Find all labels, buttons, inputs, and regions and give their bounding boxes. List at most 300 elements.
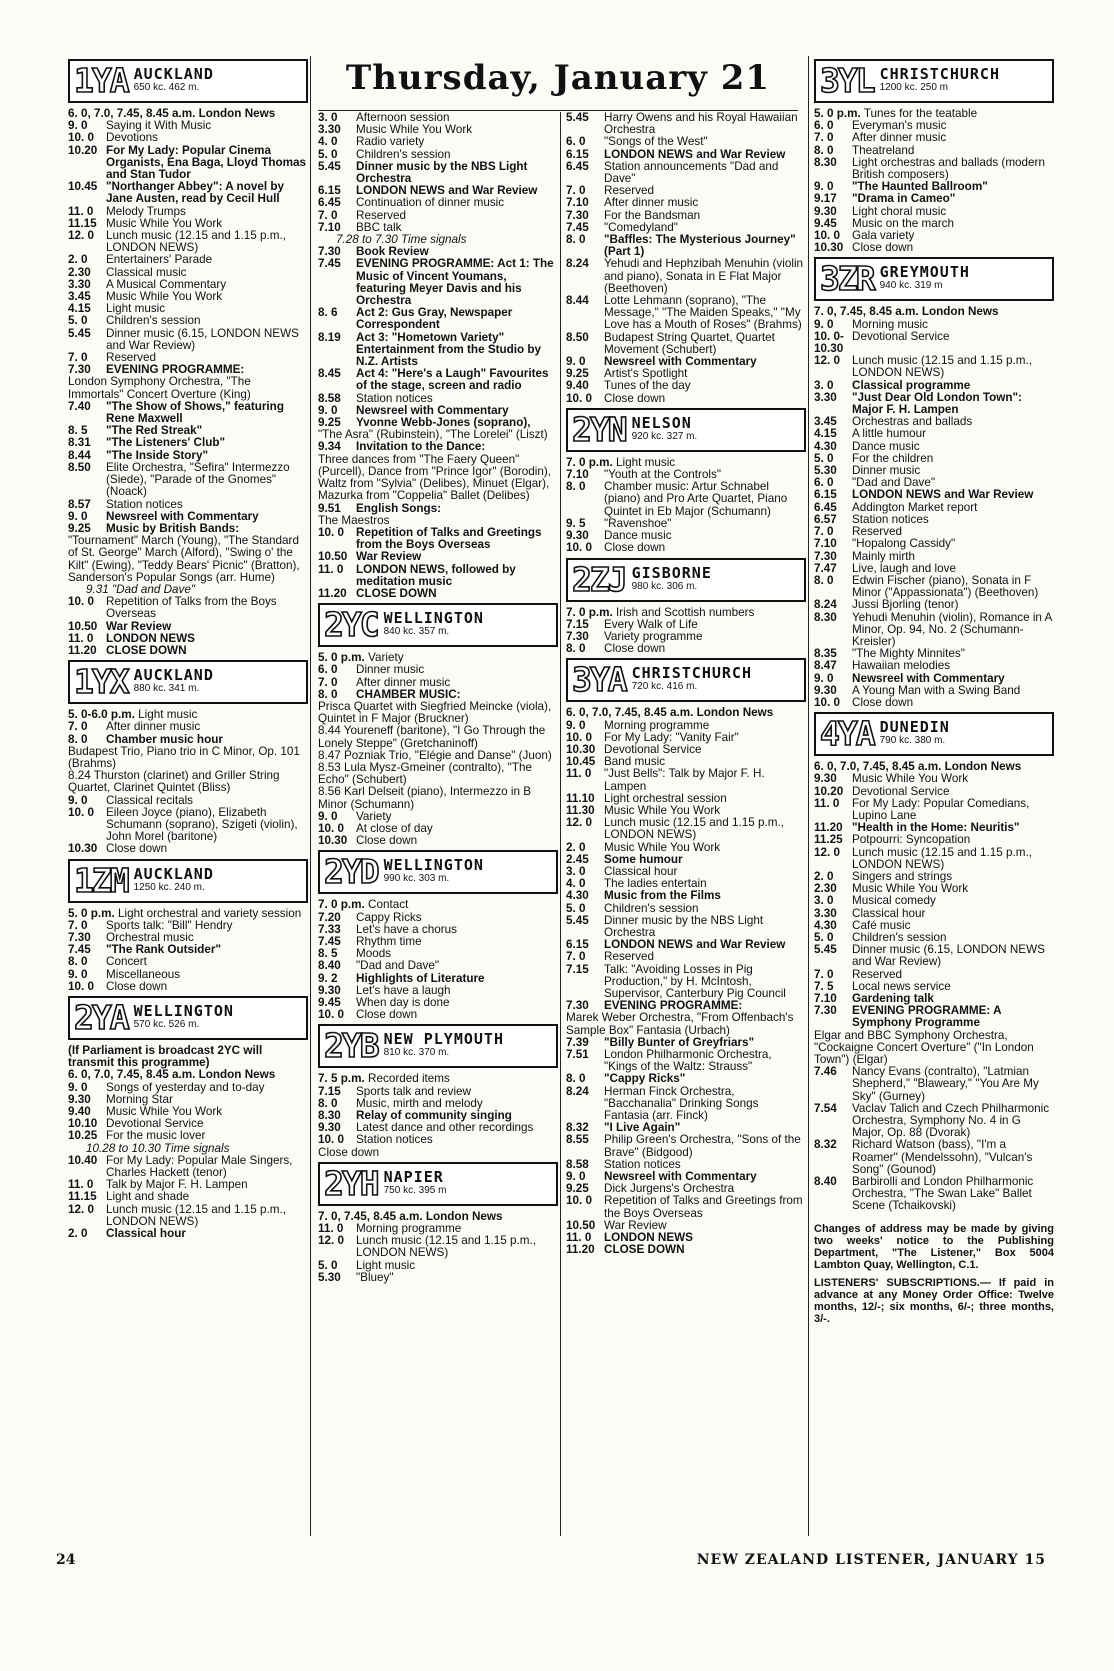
station-frequency: 920 kc. 327 m. — [631, 430, 698, 442]
programme-title: "Bluey" — [356, 1270, 394, 1284]
programme-item — [814, 206, 1054, 218]
station-header — [814, 257, 1054, 301]
programme-title: Light choral music — [852, 204, 947, 218]
programme-title: Variety — [368, 651, 404, 665]
programme-time: 4.15 — [68, 302, 91, 316]
programme-title: Reserved — [852, 967, 903, 981]
programme-time: 8.40 — [814, 1175, 837, 1189]
programme-time: 9. 0 — [318, 403, 338, 417]
programme-title: Station notices — [852, 512, 929, 526]
programme-time: 6.45 — [814, 500, 837, 514]
station-info — [134, 668, 214, 696]
programme-detail: "Tournament" March (Young), "The Standard of St. George" March (Alford), "Swing o' the Kilt" (Ewing), "Teddy Bears' Picnic" (Bratton), Sanderson's Popular Songs (arr. Hume) — [68, 534, 300, 584]
station-name: WELLINGTON — [133, 1002, 234, 1020]
programme-title: Herman Finck Orchestra, "Bacchanalia" Drinking Songs Fantasia (arr. Finck) — [604, 1084, 759, 1123]
programme-time: 8.30 — [814, 610, 837, 624]
programme-time: 10. 0 — [68, 979, 94, 993]
programme-time: 9.30 — [814, 204, 837, 218]
programme-time: 7. 0 — [814, 525, 834, 539]
programme-detail: London Symphony Orchestra, "The Immortals" Concert Overture (King) — [68, 375, 251, 401]
programme-title: Music While You Work — [106, 290, 223, 304]
programme-title: "Baffles: The Mysterious Journey" (Part 1) — [604, 233, 796, 259]
programme-title: "Drama in Cameo" — [852, 192, 956, 206]
programme-item — [318, 936, 558, 948]
programme-time: 5. 0-6.0 p.m. — [68, 708, 135, 722]
programme-item — [68, 721, 308, 733]
station-header — [566, 558, 806, 602]
station-header — [68, 660, 308, 704]
programme-title: Talk: "Avoiding Losses in Pig Production," by H. McIntosh, Supervisor, Canterbury Pig Council — [604, 962, 786, 1000]
programme-title: Book Review — [356, 245, 429, 259]
programme-time: 7. 0 — [68, 351, 88, 365]
programme-title: Richard Watson (bass), "I'm a Roamer" (Mendelssohn), "Vulcan's Song" (Gounod) — [852, 1138, 1033, 1176]
programme-title: Classical music — [106, 265, 187, 279]
programme-time: 2.30 — [68, 265, 91, 279]
programme-time: 4. 0 — [566, 877, 586, 891]
programme-item — [566, 112, 806, 136]
programme-item — [318, 1009, 558, 1021]
programme-time: 8.19 — [318, 330, 341, 344]
programme-item — [566, 607, 806, 619]
programme-item — [566, 951, 806, 963]
programme-title: Repetition of Talks from the Boys Overseas — [106, 595, 277, 621]
station-info — [134, 67, 214, 95]
programme-time: 6.15 — [566, 147, 589, 161]
programme-item — [566, 1049, 806, 1073]
programme-time: 7.30 — [318, 245, 341, 259]
station-info — [133, 864, 214, 895]
programme-title: Saying it With Music — [106, 119, 212, 133]
programme-time: 11.30 — [566, 803, 595, 817]
programme-title: Close down — [356, 834, 418, 848]
programme-item — [566, 890, 806, 902]
programme-title: Light orchestral and variety session — [118, 906, 302, 920]
programme-time: 11.20 — [318, 586, 347, 600]
programme-title: "Hopalong Cassidy" — [852, 537, 956, 551]
programme-item — [68, 267, 308, 279]
programme-detail: "The Asra" (Rubinstein), "The Lorelei" (Liszt) — [318, 428, 548, 442]
programme-time: 9. 5 — [566, 516, 586, 530]
programme-title: EVENING PROGRAMME: — [604, 999, 743, 1013]
programme-time: 7. 0 — [318, 208, 338, 222]
programme-item — [814, 319, 1054, 331]
programme-detail: Budapest Trio, Piano trio in C Minor, Op. 101 (Brahms) — [68, 744, 300, 770]
station-block-2yn — [566, 408, 806, 555]
programme-time: 7.15 — [566, 962, 589, 976]
programme-item — [566, 258, 806, 295]
station-header — [68, 59, 308, 103]
programme-time: 8. 0 — [68, 732, 88, 746]
programme-title: Harry Owens and his Royal Hawaiian Orchestra — [604, 112, 798, 137]
programme-time: 11. 0 — [566, 1231, 592, 1245]
programme-title: Variety programme — [604, 629, 703, 643]
programme-time: 7.10 — [318, 220, 341, 234]
station-frequency: 1250 kc. 240 m. — [133, 881, 205, 893]
programme-item — [68, 328, 308, 352]
programme-time: 8.40 — [318, 959, 341, 973]
programme-title: For the Bandsman — [604, 208, 701, 222]
programme-item — [566, 744, 806, 756]
programme-time: 6. 0 — [566, 135, 586, 149]
station-call-sign: 1YX — [74, 662, 128, 702]
programme-title: Act 4: "Here's a Laugh" Favourites of the stage, screen and radio — [356, 367, 549, 393]
programme-item — [68, 291, 308, 303]
programme-title: Live, laugh and love — [852, 561, 956, 575]
programme-item — [566, 707, 806, 719]
programme-item — [814, 551, 1054, 563]
programme-detail: Three dances from "The Faery Queen" (Purcell), Dance from "Prince Igor" (Borodin), Waltz from "Sylvia" (Delibes), Minuet (Elgar), Mazurka from "Coppelia" Ballet (Delibes) — [318, 452, 552, 503]
programme-item — [318, 997, 558, 1009]
programme-item — [318, 258, 558, 307]
programme-item — [318, 1086, 558, 1098]
programme-time: 4.30 — [814, 439, 837, 453]
programme-item — [814, 157, 1054, 181]
programme-time: 10.20 — [68, 143, 98, 157]
programme-title: Dinner music by the NBS Light Orchestra — [604, 913, 764, 939]
programme-time: 9. 0 — [814, 671, 834, 685]
programme-item — [566, 518, 806, 530]
programme-item — [566, 136, 806, 148]
programme-item — [68, 633, 308, 645]
station-block-3yl — [814, 59, 1054, 254]
programme-item — [814, 944, 1054, 968]
programme-title: Morning programme — [356, 1222, 462, 1236]
programme-item — [814, 660, 1054, 672]
station-header — [318, 1162, 558, 1206]
programme-title: Devotional Service — [106, 1117, 204, 1131]
programme-time: 8.32 — [566, 1121, 589, 1135]
programme-time: 8. 5 — [318, 947, 338, 961]
programme-title: BBC talk — [356, 220, 402, 234]
programme-item — [318, 527, 558, 551]
programme-title: Music While You Work — [604, 840, 721, 854]
programme-time: 7.39 — [566, 1035, 589, 1049]
programme-time: 10.45 — [566, 755, 596, 769]
programme-item — [318, 551, 558, 563]
programme-title: After dinner music — [604, 196, 699, 210]
programme-title: Budapest String Quartet, Quartet Movement (Schubert) — [604, 330, 775, 356]
programme-title: Devotional Service — [604, 742, 702, 756]
programme-title: Barbirolli and London Philharmonic Orchestra, "The Swan Lake" Ballet Scene (Tchaikovski) — [852, 1175, 1034, 1213]
station-block-2zj — [566, 558, 806, 656]
programme-item — [566, 393, 806, 405]
programme-title: LONDON NEWS and War Review — [852, 488, 1034, 502]
programme-item — [68, 596, 308, 620]
programme-title: Recorded items — [368, 1072, 450, 1086]
programme-title: "Youth at the Controls" — [604, 468, 722, 482]
programme-title: English Songs: — [356, 501, 442, 515]
programme-item — [68, 1130, 308, 1142]
programme-detail: 8.53 Lula Mysz-Gmeiner (contralto), "The Echo" (Schubert) — [318, 760, 532, 787]
programme-time: 10. 0 — [814, 695, 840, 709]
programme-title: Irish and Scottish numbers — [616, 605, 755, 619]
programme-item — [566, 964, 806, 1001]
station-block-1ya — [68, 59, 308, 657]
station-call-sign: 2YD — [324, 852, 378, 892]
programme-title: EVENING PROGRAMME: A Symphony Programme — [852, 1004, 1002, 1030]
programme-item — [814, 242, 1054, 254]
programme-title: Children's session — [106, 314, 201, 328]
programme-time: 8.50 — [566, 330, 589, 344]
programme-item — [318, 564, 558, 588]
programme-item — [318, 652, 558, 664]
programme-title: Contact — [368, 898, 409, 912]
programme-item — [318, 1134, 558, 1146]
programme-item — [566, 161, 806, 185]
programme-item — [68, 230, 308, 254]
programme-item — [814, 489, 1054, 501]
station-info — [880, 720, 950, 748]
station-frequency: 650 kc. 462 m. — [133, 82, 200, 93]
programme-title: Lunch music (12.15 and 1.15 p.m., LONDON NEWS) — [604, 816, 784, 842]
station-header — [566, 658, 806, 702]
programme-title: Lunch music (12.15 and 1.15 p.m., LONDON NEWS) — [852, 354, 1032, 380]
programme-time: 5.30 — [318, 1270, 341, 1284]
page-title: Thursday, January 21 — [345, 58, 771, 98]
programme-item — [68, 795, 308, 807]
column-divider — [808, 56, 809, 1536]
programme-title: Light music — [106, 302, 166, 316]
station-name: AUCKLAND — [133, 65, 214, 83]
station-frequency: 940 kc. 319 m — [879, 280, 943, 292]
programme-time: 8. 0 — [566, 642, 586, 656]
station-header — [566, 408, 806, 452]
programme-time: 10.30 — [68, 842, 98, 856]
programme-time: 9.40 — [566, 379, 589, 393]
programme-item — [814, 331, 1054, 355]
programme-title: Lunch music (12.15 and 1.15 p.m., LONDON NEWS) — [106, 1202, 286, 1228]
programme-item — [68, 1082, 308, 1094]
programme-item — [814, 306, 1054, 318]
programme-item — [318, 960, 558, 972]
programme-item — [566, 530, 806, 542]
programme-title: "Comedyland" — [604, 220, 678, 234]
programme-item — [566, 332, 806, 356]
programme-title: Potpourri: Syncopation — [852, 833, 971, 847]
programme-title: Light music — [616, 455, 676, 469]
programme-item — [566, 149, 806, 161]
programme-time: 8. 0 — [814, 143, 834, 157]
station-call-sign: 2YA — [74, 998, 128, 1037]
programme-time: 10. 0 — [566, 1194, 592, 1208]
programme-title: London News — [921, 305, 999, 319]
programme-time: 11. 0 — [318, 1222, 344, 1236]
programme-title: LONDON NEWS and War Review — [356, 184, 538, 198]
programme-time: 11. 0 — [814, 796, 840, 810]
programme-time: 7.45 — [566, 220, 589, 234]
programme-title: Morning music — [852, 317, 928, 331]
programme-title: Band music — [604, 755, 666, 769]
programme-title: Station notices — [106, 497, 183, 511]
programme-item — [566, 1073, 806, 1085]
programme-item — [814, 895, 1054, 907]
programme-item — [68, 181, 308, 205]
station-info — [632, 666, 752, 694]
programme-title: CHAMBER MUSIC: — [356, 687, 461, 701]
programme-time: 9.25 — [566, 367, 589, 381]
programme-time: 8.44 — [68, 448, 91, 462]
programme-item — [318, 588, 558, 600]
programme-time: 7.54 — [814, 1101, 837, 1115]
programme-title: Rhythm time — [356, 934, 422, 948]
programme-title: CLOSE DOWN — [106, 643, 187, 657]
programme-title: Devotional Service — [852, 329, 950, 343]
programme-time: 9.30 — [68, 1092, 91, 1106]
programme-item — [68, 734, 308, 746]
station-header — [814, 59, 1054, 103]
programme-item — [68, 132, 308, 144]
station-name: NAPIER — [383, 1167, 444, 1186]
programme-time: 9. 0 — [68, 119, 88, 133]
programme-title: Jussi Bjorling (tenor) — [852, 598, 959, 612]
station-call-sign: 2YN — [572, 409, 626, 449]
programme-time: 8. 0 — [566, 233, 586, 247]
programme-item — [566, 210, 806, 222]
programme-detail: Close down — [318, 1145, 380, 1159]
page-number: 24 — [56, 1552, 76, 1568]
programme-item — [318, 210, 558, 222]
programme-title: Children's session — [356, 147, 451, 161]
programme-time: 7.51 — [566, 1048, 589, 1061]
programme-title: "The Show of Shows," featuring Rene Maxwell — [106, 399, 284, 426]
programme-title: Dick Jurgens's Orchestra — [604, 1182, 735, 1196]
programme-time: 8. 0 — [318, 687, 338, 701]
programme-title: "The Haunted Ballroom" — [852, 180, 988, 194]
programme-time: 11. 0 — [566, 767, 592, 781]
programme-title: Classical hour — [106, 1227, 186, 1241]
programme-title: For My Lady: "Vanity Fair" — [604, 730, 739, 744]
station-info — [880, 67, 1000, 95]
station-call-sign: 3ZR — [820, 259, 874, 299]
programme-item — [318, 924, 558, 936]
station-block-2yh — [318, 1162, 558, 1284]
programme-time: 8.45 — [318, 367, 341, 381]
programme-title: Let's have a laugh — [356, 983, 451, 997]
programme-item — [68, 145, 308, 182]
programme-title: Tunes of the day — [604, 379, 691, 393]
programme-time: 2. 0 — [68, 253, 88, 267]
programme-item — [814, 453, 1054, 465]
station-block-1yx — [68, 660, 308, 855]
station-info — [631, 563, 712, 594]
programme-title: Music, mirth and melody — [356, 1096, 483, 1110]
programme-title: Reserved — [604, 950, 655, 964]
programme-title: Invitation to the Dance: — [356, 440, 486, 454]
programme-item — [68, 956, 308, 968]
programme-title: Dinner music (6.15, LONDON NEWS and War Review) — [852, 943, 1045, 969]
programme-title: Let's have a chorus — [356, 922, 457, 936]
programme-item — [814, 392, 1054, 416]
programme-item — [814, 575, 1054, 599]
station-name: CHRISTCHURCH — [631, 664, 752, 683]
programme-detail: 8.56 Karl Delseit (piano), Intermezzo in B Minor (Schumann) — [318, 785, 532, 811]
programme-time: 5. 0 — [814, 930, 834, 944]
station-frequency: 570 kc. 526 m. — [133, 1019, 200, 1030]
programme-detail: 8.44 Youreneff (baritone), "I Go Through the Lonely Steppe" (Gretchaninoff) — [318, 724, 546, 750]
programme-title: "Just Bells": Talk by Major F. H. Lampen — [604, 767, 765, 793]
programme-title: After dinner music — [852, 131, 947, 145]
programme-time: 10.30 — [814, 241, 844, 255]
programme-title: Elite Orchestra, "Sefira" Intermezzo (Siede), "Parade of the Gnomes" (Noack) — [106, 460, 290, 499]
programme-time: 4. 0 — [318, 135, 338, 149]
programme-title: Children's session — [852, 930, 947, 944]
programme-time: 9. 0 — [68, 793, 88, 807]
programme-title: Edwin Fischer (piano), Sonata in F Minor ("Appassionata") (Beethoven) — [852, 573, 1039, 600]
programme-time: 7.30 — [566, 208, 589, 222]
programme-time: 5.45 — [566, 913, 589, 927]
title-rule — [318, 110, 798, 111]
programme-time: 9.30 — [814, 772, 837, 786]
programme-time: 5.45 — [318, 159, 341, 173]
programme-time: 9.25 — [566, 1182, 589, 1196]
programme-note: 9.31 "Dad and Dave" — [86, 582, 196, 596]
programme-title: Every Walk of Life — [604, 617, 698, 631]
programme-title: A little humour — [852, 427, 927, 441]
programme-item — [318, 197, 558, 209]
programme-detail: Marek Weber Orchestra, "From Offenbach's Sample Box" Fantasia (Urbach) — [566, 1011, 794, 1037]
programme-time: 9.25 — [68, 521, 91, 535]
programme-item — [318, 677, 558, 689]
programme-item — [566, 631, 806, 643]
programme-time: 12. 0 — [566, 816, 592, 830]
programme-item — [318, 161, 558, 185]
station-name: WELLINGTON — [383, 856, 484, 875]
programme-title: Miscellaneous — [106, 967, 181, 981]
station-call-sign: 2ZJ — [572, 559, 626, 599]
programme-title: Close down — [852, 695, 914, 709]
programme-time: 6. 0, 7.0, 7.45, 8.45 a.m. — [68, 107, 196, 120]
programme-item — [318, 503, 558, 515]
programme-time: 6.15 — [814, 488, 837, 502]
programme-item — [318, 368, 558, 392]
station-name: NELSON — [631, 413, 692, 432]
programme-time: 8.57 — [68, 497, 91, 511]
programme-title: Everyman's music — [852, 119, 947, 133]
programme-time: 8.47 — [814, 659, 837, 673]
programme-item — [68, 843, 308, 855]
programme-time: 10.20 — [814, 784, 844, 798]
programme-item — [566, 542, 806, 554]
programme-title: Light orchestras and ballads (modern British composers) — [852, 155, 1045, 182]
programme-title: Gala variety — [852, 229, 915, 243]
programme-time: 10. 0 — [68, 131, 94, 145]
programme-title: Close down — [106, 979, 168, 993]
programme-item — [68, 981, 308, 993]
programme-title: Chamber music: Artur Schnabel (piano) and Pro Arte Quartet, Piano Quintet in Eb Major (Schumann) — [604, 480, 788, 518]
programme-time: 4.30 — [814, 918, 837, 932]
programme-detail: 8.47 Pozniak Trio, "Elégie and Danse" (Juon) — [318, 748, 552, 762]
programme-title: Hawaiian melodies — [852, 659, 951, 673]
programme-title: "Cappy Ricks" — [604, 1072, 686, 1086]
programme-title: Reserved — [356, 208, 407, 222]
programme-item — [814, 230, 1054, 242]
programme-item — [68, 462, 308, 499]
programme-time: 10. 0 — [68, 805, 94, 819]
programme-item — [566, 1086, 806, 1123]
programme-title: War Review — [356, 550, 422, 564]
programme-title: LONDON NEWS — [604, 1231, 693, 1245]
programme-time: 3.30 — [68, 277, 91, 291]
programme-title: Newsreel with Commentary — [852, 671, 1005, 685]
programme-title: Morning programme — [604, 718, 710, 732]
programme-time: 3.45 — [68, 290, 91, 304]
programme-item — [566, 842, 806, 854]
programme-item — [814, 697, 1054, 709]
programme-title: Cappy Ricks — [356, 910, 422, 924]
programme-title: Newsreel with Commentary — [604, 355, 757, 369]
programme-time: 8.24 — [566, 1084, 589, 1098]
programme-item — [814, 1066, 1054, 1103]
